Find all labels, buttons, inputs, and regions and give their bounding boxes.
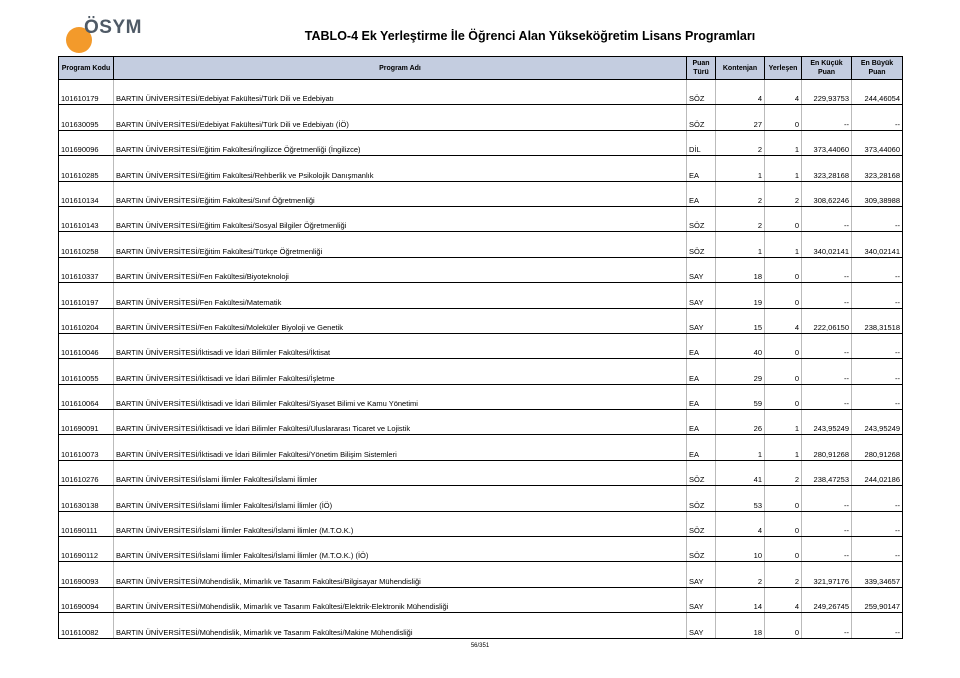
placed-cell: 0 xyxy=(765,613,802,638)
program-name-cell: BARTIN ÜNİVERSİTESİ/İslami İlimler Fakültesi/İslami İlimler (M.T.O.K.) (İÖ) xyxy=(114,537,687,562)
table-row xyxy=(59,156,903,181)
score-type-cell: EA xyxy=(687,333,716,358)
program-name-cell: BARTIN ÜNİVERSİTESİ/İktisadi ve İdari Bilimler Fakültesi/Yönetim Bilişim Sistemleri xyxy=(114,435,687,460)
score-type-cell: EA xyxy=(687,384,716,409)
placed-cell: 0 xyxy=(765,257,802,282)
table-row xyxy=(59,486,903,511)
program-name-cell: BARTIN ÜNİVERSİTESİ/Fen Fakültesi/Biyoteknoloji xyxy=(114,257,687,282)
table-row xyxy=(59,80,903,105)
programs-table xyxy=(58,56,903,639)
min-score-cell: 243,95249 xyxy=(802,410,852,435)
score-type-cell: EA xyxy=(687,410,716,435)
score-type-cell: SÖZ xyxy=(687,460,716,485)
placed-cell: 0 xyxy=(765,333,802,358)
column-header-en-buyuk-puan: En Büyük Puan xyxy=(852,57,903,80)
score-type-cell: SÖZ xyxy=(687,105,716,130)
program-name-cell: BARTIN ÜNİVERSİTESİ/Eğitim Fakültesi/Sosyal Bilgiler Öğretmenliği xyxy=(114,206,687,231)
placed-cell: 1 xyxy=(765,130,802,155)
program-name-cell: BARTIN ÜNİVERSİTESİ/İslami İlimler Fakültesi/İslami İlimler xyxy=(114,460,687,485)
table-row xyxy=(59,410,903,435)
table-row xyxy=(59,384,903,409)
score-type-cell: EA xyxy=(687,156,716,181)
max-score-cell: -- xyxy=(852,537,903,562)
max-score-cell: 309,38988 xyxy=(852,181,903,206)
table-row xyxy=(59,105,903,130)
table-row xyxy=(59,257,903,282)
program-name-cell: BARTIN ÜNİVERSİTESİ/İktisadi ve İdari Bilimler Fakültesi/İktisat xyxy=(114,333,687,358)
score-type-cell: SAY xyxy=(687,613,716,638)
program-name-cell: BARTIN ÜNİVERSİTESİ/Fen Fakültesi/Moleküler Biyoloji ve Genetik xyxy=(114,308,687,333)
column-header-kontenjan: Kontenjan xyxy=(716,57,765,80)
min-score-cell: -- xyxy=(802,257,852,282)
min-score-cell: 340,02141 xyxy=(802,232,852,257)
osym-logo xyxy=(64,15,144,55)
placed-cell: 0 xyxy=(765,283,802,308)
placed-cell: 0 xyxy=(765,537,802,562)
min-score-cell: -- xyxy=(802,613,852,638)
program-name-cell: BARTIN ÜNİVERSİTESİ/Mühendislik, Mimarlık ve Tasarım Fakültesi/Makine Mühendisliği xyxy=(114,613,687,638)
max-score-cell: 238,31518 xyxy=(852,308,903,333)
quota-cell: 1 xyxy=(716,232,765,257)
program-code-cell: 101690111 xyxy=(59,511,114,536)
max-score-cell: 373,44060 xyxy=(852,130,903,155)
quota-cell: 59 xyxy=(716,384,765,409)
program-code-cell: 101610055 xyxy=(59,359,114,384)
program-name-cell: BARTIN ÜNİVERSİTESİ/Mühendislik, Mimarlık ve Tasarım Fakültesi/Bilgisayar Mühendisliği xyxy=(114,562,687,587)
max-score-cell: -- xyxy=(852,283,903,308)
quota-cell: 27 xyxy=(716,105,765,130)
table-row xyxy=(59,232,903,257)
score-type-cell: SAY xyxy=(687,562,716,587)
program-name-cell: BARTIN ÜNİVERSİTESİ/Eğitim Fakültesi/Türkçe Öğretmenliği xyxy=(114,232,687,257)
program-code-cell: 101610197 xyxy=(59,283,114,308)
table-body xyxy=(59,80,903,639)
min-score-cell: -- xyxy=(802,384,852,409)
column-header-program-kodu: Program Kodu xyxy=(59,57,114,80)
quota-cell: 2 xyxy=(716,206,765,231)
score-type-cell: SÖZ xyxy=(687,511,716,536)
program-code-cell: 101610134 xyxy=(59,181,114,206)
program-name-cell: BARTIN ÜNİVERSİTESİ/İktisadi ve İdari Bilimler Fakültesi/Uluslararası Ticaret ve Lojistik xyxy=(114,410,687,435)
placed-cell: 1 xyxy=(765,435,802,460)
table-row xyxy=(59,181,903,206)
min-score-cell: 280,91268 xyxy=(802,435,852,460)
placed-cell: 1 xyxy=(765,156,802,181)
program-name-cell: BARTIN ÜNİVERSİTESİ/Mühendislik, Mimarlık ve Tasarım Fakültesi/Elektrik-Elektronik Mühendisliği xyxy=(114,587,687,612)
placed-cell: 4 xyxy=(765,80,802,105)
min-score-cell: 323,28168 xyxy=(802,156,852,181)
placed-cell: 2 xyxy=(765,460,802,485)
table-row xyxy=(59,359,903,384)
max-score-cell: 244,02186 xyxy=(852,460,903,485)
min-score-cell: -- xyxy=(802,206,852,231)
quota-cell: 10 xyxy=(716,537,765,562)
max-score-cell: 340,02141 xyxy=(852,232,903,257)
quota-cell: 4 xyxy=(716,80,765,105)
table-row xyxy=(59,562,903,587)
min-score-cell: 308,62246 xyxy=(802,181,852,206)
min-score-cell: -- xyxy=(802,537,852,562)
program-code-cell: 101630138 xyxy=(59,486,114,511)
quota-cell: 15 xyxy=(716,308,765,333)
score-type-cell: SÖZ xyxy=(687,232,716,257)
max-score-cell: -- xyxy=(852,511,903,536)
score-type-cell: EA xyxy=(687,435,716,460)
quota-cell: 2 xyxy=(716,562,765,587)
quota-cell: 40 xyxy=(716,333,765,358)
program-name-cell: BARTIN ÜNİVERSİTESİ/Eğitim Fakültesi/İngilizce Öğretmenliği (İngilizce) xyxy=(114,130,687,155)
placed-cell: 0 xyxy=(765,359,802,384)
table-row xyxy=(59,460,903,485)
table-row xyxy=(59,333,903,358)
quota-cell: 14 xyxy=(716,587,765,612)
quota-cell: 2 xyxy=(716,181,765,206)
table-header-row xyxy=(59,57,903,80)
quota-cell: 26 xyxy=(716,410,765,435)
program-name-cell: BARTIN ÜNİVERSİTESİ/İslami İlimler Fakültesi/İslami İlimler (İÖ) xyxy=(114,486,687,511)
program-code-cell: 101610143 xyxy=(59,206,114,231)
table-row xyxy=(59,206,903,231)
score-type-cell: SÖZ xyxy=(687,486,716,511)
min-score-cell: 249,26745 xyxy=(802,587,852,612)
placed-cell: 4 xyxy=(765,587,802,612)
score-type-cell: SÖZ xyxy=(687,206,716,231)
score-type-cell: SAY xyxy=(687,308,716,333)
program-code-cell: 101610285 xyxy=(59,156,114,181)
min-score-cell: -- xyxy=(802,105,852,130)
quota-cell: 1 xyxy=(716,435,765,460)
program-name-cell: BARTIN ÜNİVERSİTESİ/Eğitim Fakültesi/Rehberlik ve Psikolojik Danışmanlık xyxy=(114,156,687,181)
quota-cell: 1 xyxy=(716,156,765,181)
program-code-cell: 101610276 xyxy=(59,460,114,485)
score-type-cell: EA xyxy=(687,359,716,384)
table-row xyxy=(59,130,903,155)
quota-cell: 4 xyxy=(716,511,765,536)
page-number: 56/351 xyxy=(470,643,490,649)
program-code-cell: 101690094 xyxy=(59,587,114,612)
table-row xyxy=(59,613,903,638)
column-header-program-adi: Program Adı xyxy=(114,57,687,80)
logo-text: ÖSYM xyxy=(84,17,142,38)
placed-cell: 1 xyxy=(765,410,802,435)
min-score-cell: -- xyxy=(802,333,852,358)
column-header-en-kucuk-puan: En Küçük Puan xyxy=(802,57,852,80)
program-code-cell: 101610064 xyxy=(59,384,114,409)
document-title: TABLO-4 Ek Yerleştirme İle Öğrenci Alan Yükseköğretim Lisans Programları xyxy=(304,29,756,43)
table-row xyxy=(59,511,903,536)
program-name-cell: BARTIN ÜNİVERSİTESİ/Edebiyat Fakültesi/Türk Dili ve Edebiyatı (İÖ) xyxy=(114,105,687,130)
max-score-cell: 259,90147 xyxy=(852,587,903,612)
min-score-cell: 222,06150 xyxy=(802,308,852,333)
table-row xyxy=(59,435,903,460)
column-header-puan-turu: Puan Türü xyxy=(687,57,716,80)
quota-cell: 18 xyxy=(716,257,765,282)
table-row xyxy=(59,587,903,612)
min-score-cell: 373,44060 xyxy=(802,130,852,155)
max-score-cell: 244,46054 xyxy=(852,80,903,105)
program-code-cell: 101690112 xyxy=(59,537,114,562)
table-row xyxy=(59,283,903,308)
program-code-cell: 101610082 xyxy=(59,613,114,638)
max-score-cell: -- xyxy=(852,613,903,638)
placed-cell: 1 xyxy=(765,232,802,257)
placed-cell: 0 xyxy=(765,206,802,231)
placed-cell: 4 xyxy=(765,308,802,333)
quota-cell: 18 xyxy=(716,613,765,638)
column-header-yerlesen: Yerleşen xyxy=(765,57,802,80)
placed-cell: 2 xyxy=(765,181,802,206)
placed-cell: 2 xyxy=(765,562,802,587)
program-name-cell: BARTIN ÜNİVERSİTESİ/Edebiyat Fakültesi/Türk Dili ve Edebiyatı xyxy=(114,80,687,105)
max-score-cell: -- xyxy=(852,105,903,130)
quota-cell: 53 xyxy=(716,486,765,511)
program-name-cell: BARTIN ÜNİVERSİTESİ/Fen Fakültesi/Matematik xyxy=(114,283,687,308)
max-score-cell: 339,34657 xyxy=(852,562,903,587)
program-code-cell: 101630095 xyxy=(59,105,114,130)
min-score-cell: 321,97176 xyxy=(802,562,852,587)
program-code-cell: 101610337 xyxy=(59,257,114,282)
max-score-cell: -- xyxy=(852,384,903,409)
score-type-cell: EA xyxy=(687,181,716,206)
quota-cell: 19 xyxy=(716,283,765,308)
min-score-cell: 238,47253 xyxy=(802,460,852,485)
program-code-cell: 101610073 xyxy=(59,435,114,460)
placed-cell: 0 xyxy=(765,486,802,511)
score-type-cell: DİL xyxy=(687,130,716,155)
quota-cell: 29 xyxy=(716,359,765,384)
score-type-cell: SÖZ xyxy=(687,537,716,562)
max-score-cell: -- xyxy=(852,206,903,231)
program-code-cell: 101610046 xyxy=(59,333,114,358)
program-code-cell: 101690091 xyxy=(59,410,114,435)
program-name-cell: BARTIN ÜNİVERSİTESİ/İslami İlimler Fakültesi/İslami İlimler (M.T.O.K.) xyxy=(114,511,687,536)
max-score-cell: -- xyxy=(852,257,903,282)
min-score-cell: 229,93753 xyxy=(802,80,852,105)
program-code-cell: 101690096 xyxy=(59,130,114,155)
score-type-cell: SAY xyxy=(687,283,716,308)
program-name-cell: BARTIN ÜNİVERSİTESİ/İktisadi ve İdari Bilimler Fakültesi/İşletme xyxy=(114,359,687,384)
program-name-cell: BARTIN ÜNİVERSİTESİ/Eğitim Fakültesi/Sınıf Öğretmenliği xyxy=(114,181,687,206)
min-score-cell: -- xyxy=(802,511,852,536)
min-score-cell: -- xyxy=(802,486,852,511)
placed-cell: 0 xyxy=(765,384,802,409)
placed-cell: 0 xyxy=(765,105,802,130)
score-type-cell: SAY xyxy=(687,257,716,282)
score-type-cell: SÖZ xyxy=(687,80,716,105)
table-row xyxy=(59,308,903,333)
max-score-cell: -- xyxy=(852,359,903,384)
table-row xyxy=(59,537,903,562)
max-score-cell: 243,95249 xyxy=(852,410,903,435)
placed-cell: 0 xyxy=(765,511,802,536)
min-score-cell: -- xyxy=(802,283,852,308)
program-name-cell: BARTIN ÜNİVERSİTESİ/İktisadi ve İdari Bilimler Fakültesi/Siyaset Bilimi ve Kamu Yönetimi xyxy=(114,384,687,409)
score-type-cell: SAY xyxy=(687,587,716,612)
max-score-cell: -- xyxy=(852,333,903,358)
quota-cell: 41 xyxy=(716,460,765,485)
max-score-cell: 323,28168 xyxy=(852,156,903,181)
max-score-cell: -- xyxy=(852,486,903,511)
program-code-cell: 101610258 xyxy=(59,232,114,257)
program-code-cell: 101610204 xyxy=(59,308,114,333)
min-score-cell: -- xyxy=(802,359,852,384)
quota-cell: 2 xyxy=(716,130,765,155)
max-score-cell: 280,91268 xyxy=(852,435,903,460)
program-code-cell: 101690093 xyxy=(59,562,114,587)
program-code-cell: 101610179 xyxy=(59,80,114,105)
